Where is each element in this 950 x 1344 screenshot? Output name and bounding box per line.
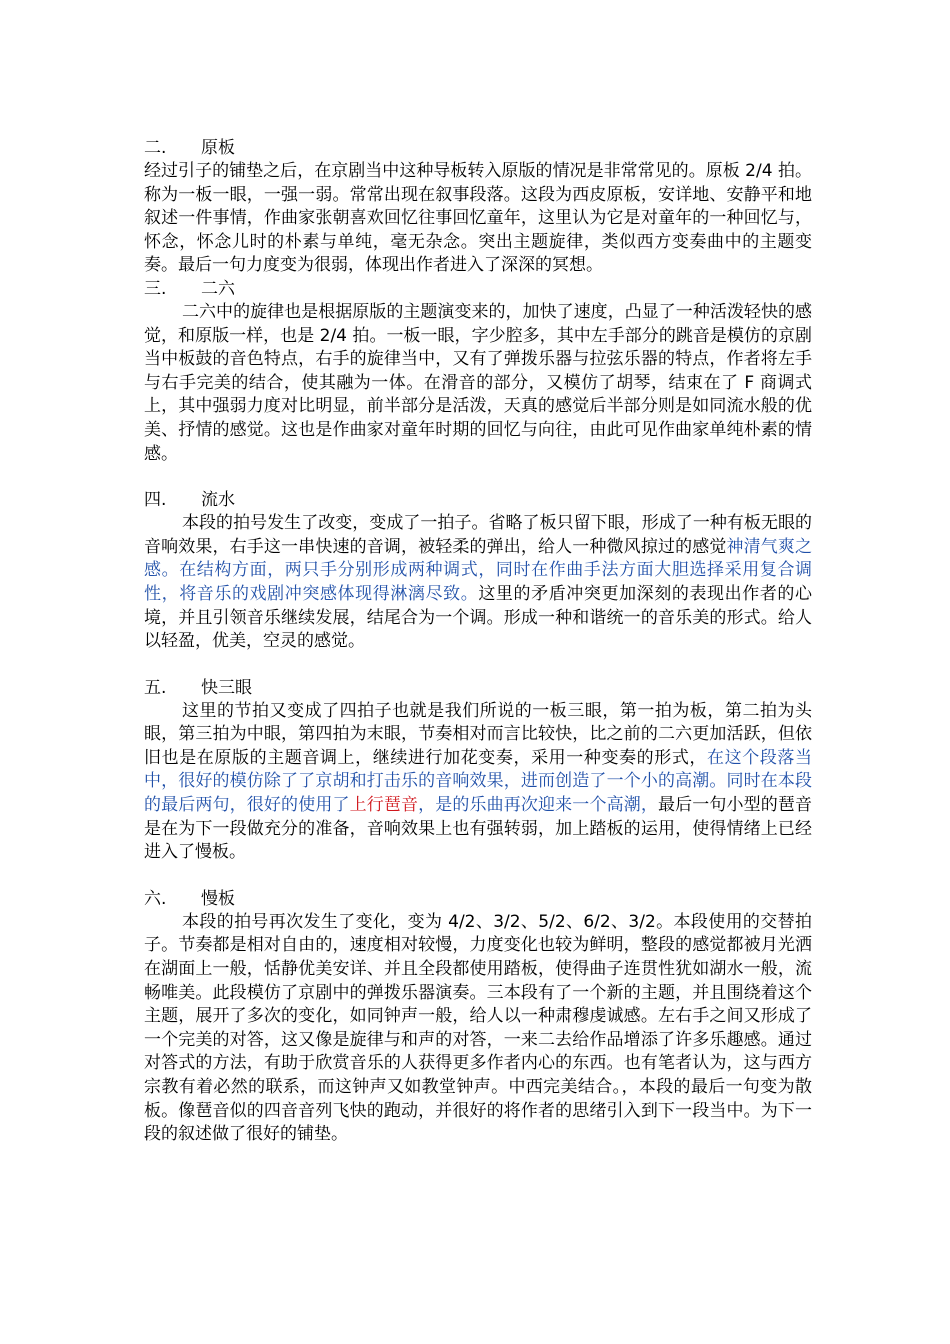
highlight-text: 同时在本段的最后两句， — [144, 771, 813, 816]
section-number: 三. — [144, 278, 167, 299]
highlight-text: 复合调性 — [144, 560, 813, 604]
text-run: 本段的拍号发生了改变，变成了一拍子。省略了板只留下眼，形成了一种有板无眼的音响效果，右手这一串快速的音调，被轻柔的弹出，给人一种微风掠过的感觉 — [144, 513, 812, 557]
section-heading-manban — [144, 888, 812, 911]
section-paragraph-liushui — [144, 512, 812, 654]
section-title: 二六 — [201, 278, 235, 299]
highlight-text: 很好的使用了 — [246, 795, 350, 816]
blank-line — [144, 654, 812, 677]
section-number: 五. — [144, 677, 167, 698]
highlight-text: 效果，进而创造了一个小的高潮。 — [469, 771, 727, 792]
highlight-text-red: 上行琶音 — [349, 795, 419, 816]
blank-line — [144, 466, 812, 489]
section-number: 六. — [144, 888, 167, 909]
section-title: 流水 — [201, 490, 235, 511]
section-paragraph-kuaisanyan — [144, 700, 812, 865]
section-heading-yuanban — [144, 137, 812, 160]
section-paragraph-erliu: 二六中的旋律也是根据原版的主题演变来的，加快了速度，凸显了一种活泼轻快的感觉，和原版一样，也是 2/4 拍。一板一眼，字少腔多，其中左手部分的跳音是模仿的京剧当中板鼓的音色特点，右手的旋律当中，又有了弹拨乐器与拉弦乐器的特点，作者将左手与右手完美的结合，使其融为一体。在滑音的部分，又模仿了胡琴，结束在了 F 商调式上，其中强弱力度对比明显，前半部分是活泼，天真的感觉后半部分则是如同流水般的优美、抒情的感觉。这也是作曲家对童年时期的回忆与向往，由此可见作曲家单纯朴素的情感。 — [144, 301, 812, 464]
section-paragraph-yuanban: 经过引子的铺垫之后，在京剧当中这种导板转入原版的情况是非常常见的。原板 2/4 拍。称为一板一眼，一强一弱。常常出现在叙事段落。这段为西皮原板，安详地、安静平和地叙述一件事情，作曲家张朝喜欢回忆往事回忆童年，这里认为它是对童年的一种回忆与，怀念，怀念儿时的朴素与单纯，毫无杂念。突出主题旋律，类似西方变奏曲中的主题变奏。最后一句力度变为很弱，体现出作者进入了深深的冥想。 — [144, 161, 812, 276]
highlight-text: ，将音乐的戏剧冲突感体现得淋漓尽致。 — [161, 583, 479, 604]
section-number: 二. — [144, 138, 167, 158]
section-title: 慢板 — [201, 888, 235, 909]
blank-line — [144, 865, 812, 888]
section-number: 四. — [144, 490, 167, 511]
text-run: 这里的矛盾冲突更加深刻的表现出作者的心境，并且引领音乐继续发展，结尾合为一个调。形成一种和谐统一的音乐美的形式。给人以轻盈，优美，空灵的感觉。 — [144, 583, 813, 652]
highlight-text: 京胡和打击乐的音响 — [315, 771, 470, 792]
text-run: 这里的节拍又变成了四拍子也就是我们所说的一板三眼，第一拍为板，第二拍为头眼，第三拍为中眼，第四拍为末眼，节奏相对而言比较快，比之前的二六更加活跃，但依旧也是在原版的主题音调上，继续进行加花变奏，采用一种变奏的形式， — [144, 700, 812, 768]
highlight-text: 在这个段落当中，很好的模仿除了了 — [144, 747, 813, 792]
highlight-text: 方面，两只手分别形成两种调式，同时在作曲手法方面大胆选择采用 — [232, 560, 760, 581]
highlight-text: 在结构 — [179, 560, 232, 581]
highlight-text: ，是的乐曲再次迎来一个高潮， — [418, 795, 658, 816]
section-heading-kuaisanyan — [144, 677, 812, 700]
section-heading-liushui — [144, 489, 812, 512]
section-paragraph-manban: 本段的拍号再次发生了变化，变为 4/2、3/2、5/2、6/2、3/2。本段使用的交替拍子。节奏都是相对自由的，速度相对较慢，力度变化也较为鲜明，整段的感觉都被月光洒在湖面上一般，恬静优美安详、并且全段都使用踏板，使得曲子连贯性犹如湖水一般，流畅唯美。此段模仿了京剧中的弹拨乐器演奏。三本段有了一个新的主题，并且围绕着这个主题，展开了多次的变化，如同钟声一般，给人以一种肃穆虔诚感。左右手之间又形成了一个完美的对答，这又像是旋律与和声的对答，一来二去给作品增添了许多乐趣感。通过对答式的方法，有助于欣赏音乐的人获得更多作者内心的东西。也有笔者认为，这与西方宗教有着必然的联系，而这钟声又如教堂钟声。中西完美结合。，本段的最后一句变为散板。像琶音似的四音音列飞快的跑动，并很好的将作者的思绪引入到下一段当中。为下一段的叙述做了很好的铺垫。 — [144, 911, 812, 1145]
section-heading-erliu — [144, 278, 812, 301]
section-title: 快三眼 — [201, 677, 252, 698]
document-body — [144, 137, 812, 1147]
text-run: 最后一句小型的琶音是在为下一段做充分的准备，音响效果上也有强转弱，加上踏板的运用，使得情绪上已经进入了慢板。 — [144, 795, 813, 863]
highlight-text: 神清气爽之感。 — [144, 536, 813, 581]
section-title: 原板 — [201, 138, 235, 158]
